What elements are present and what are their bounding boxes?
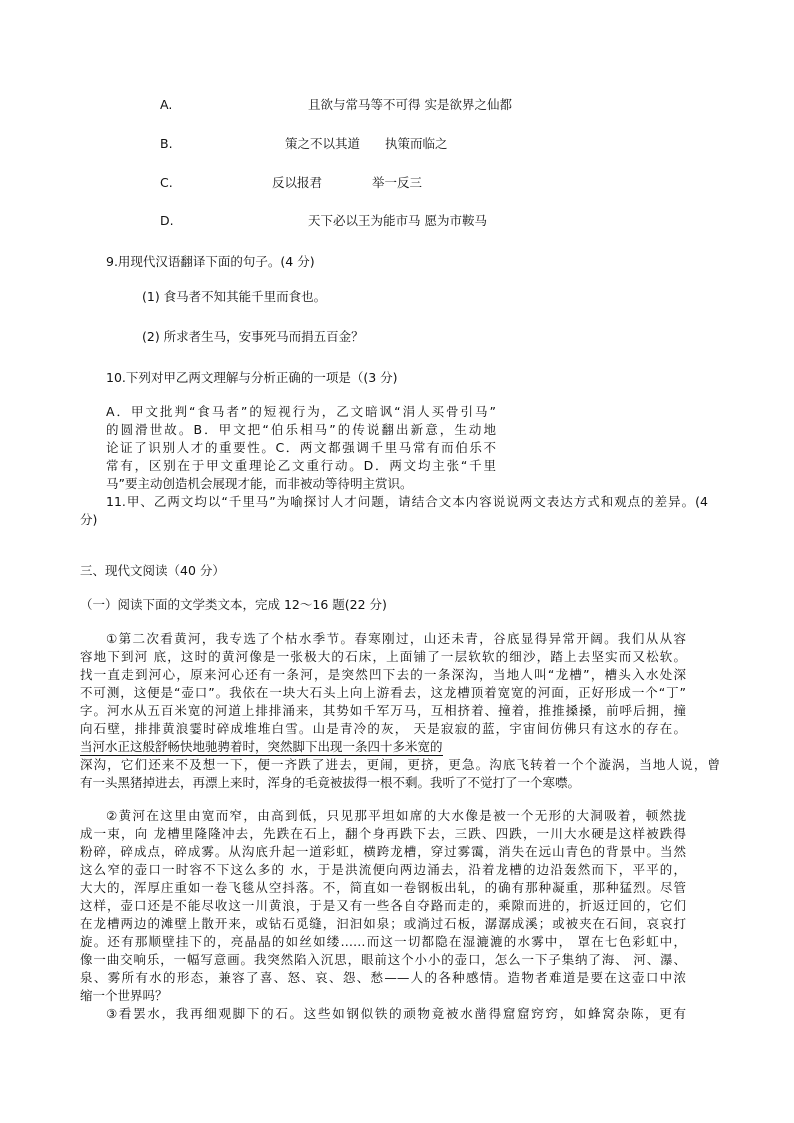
para1-underlined-sentence: 当河水正这般舒畅快地驰骋着时，突然脚下出现一条四十多米宽的 [80,739,443,754]
q11-line-2: 分) [80,512,98,527]
para2-line-6: 这样，壶口还是不能尽收这一川黄浪，于是又有一些各自夺路而走的，乘隙而进的，折返迂回的，它们 [80,898,686,913]
para1-line-8: 深沟，它们还来不及想一下，便一齐跌了进去，更闹，更挤，更急。沟底飞转着一个个漩涡，当地人说，曾 [80,757,720,772]
q10-line-2: 的圆滑世故。B．甲文把“伯乐相马”的传说翻出新意，生动地 [106,422,496,437]
para2-line-9: 像一曲交响乐，一幅写意画。我突然陷入沉思，眼前这个小小的壶口，怎么一下子集纳了海、 河、瀑、 [80,952,686,967]
q9-title: 9.用现代汉语翻译下面的句子。(4 分) [106,254,315,269]
para2-line-1: ②黄河在这里由宽而窄，由高到低，只见那平坦如席的大水像是被一个无形的大洞吸着，顿然拢 [106,808,686,823]
q10-line-3: 论证了识别人才的重要性。C．两文都强调千里马常有而伯乐不 [106,440,496,455]
q11-line-1: 11.甲、乙两文均以“千里马”为喻探讨人才问题，请结合文本内容说说两文表达方式和观点的差异。(4 [106,494,708,509]
option-b-text: 策之不以其道 执策而临之 [285,136,448,151]
para2-line-3: 粉碎，碎成点，碎成雾。从沟底升起一道彩虹，横跨龙槽，穿过雾霭，消失在远山青色的背景中。当然 [80,844,686,859]
para1-line-4: 不可测，这便是“壶口”。我依在一块大石头上向上游看去，这龙槽顶着宽宽的河面，正好形成一个“丁” [80,685,686,700]
q10-title: 10.下列对甲乙两文理解与分析正确的一项是（(3 分) [106,370,398,385]
option-a-text: 且欲与常马等不可得 实是欲界之仙都 [308,97,512,112]
para1-line-3: 找一直走到河心，原来河心还有一条河，是突然凹下去的一条深沟，当地人叫“龙槽”，槽头入水处深 [80,667,686,682]
para2-line-2: 成一束，向 龙槽里隆隆冲去，先跌在石上，翻个身再跌下去，三跌、四跌，一川大水硬是这样被跌得 [80,826,686,841]
q10-line-4: 常有，区别在于甲文重理论乙文重行动。D．两文均主张“千里 [106,458,496,473]
option-c-letter: C. [160,175,173,190]
option-d-letter: D. [160,213,174,228]
para2-line-7: 在龙槽两边的滩壁上散开来，或钻石觅缝，汩汩如泉；或淌过石板，潺潺成溪；或被夹在石间，哀哀打 [80,916,686,931]
para1-line-6: 向石壁，排排黄浪霎时碎成堆堆白雪。山是青冷的灰， 天是寂寂的蓝，宇宙间仿佛只有这水的存在。 [80,721,686,736]
para2-line-8: 旋。还有那顺壁挂下的，亮晶晶的如丝如缕……而这一切都隐在湿漉漉的水雾中， 罩在七色彩虹中， [80,934,686,949]
para2-line-10: 泉、雾所有水的形态，兼容了喜、怒、哀、怨、愁——人的各种感情。造物者难道是要在这壶口中浓 [80,970,686,985]
section-heading: 三、现代文阅读（40 分） [80,563,225,578]
para1-line-2: 容地下到河 底，这时的黄河像是一张极大的石床，上面铺了一层软软的细沙，踏上去坚实而又松软。 [80,649,686,664]
option-c-text: 反以报君 举一反三 [272,175,423,190]
option-d-text: 天下必以王为能市马 愿为市鞍马 [308,213,487,228]
option-b-letter: B. [160,136,173,151]
para1-line-1: ①第二次看黄河，我专选了个枯水季节。春寒刚过，山还未青，谷底显得异常开阔。我们从从容 [106,631,686,646]
para2-line-11: 缩一个世界吗？ [80,988,168,1003]
q10-line-1: A．甲文批判“食马者”的短视行为，乙文暗讽“涓人买骨引马” [106,404,496,419]
para1-line-9: 有一头黑猪掉进去，再漂上来时，浑身的毛竟被拔得一根不剩。我听了不觉打了一个寒噤。 [80,775,581,790]
para3-line-1: ③看罢水，我再细观脚下的石。这些如钢似铁的顽物竟被水凿得窟窟窍窍，如蜂窝杂陈，更有 [106,1006,686,1021]
option-a-letter: A. [160,97,173,112]
q9-sentence-2: (2) 所求者生马，安事死马而捐五百金？ [142,329,364,344]
para2-line-5: 大大的，浑厚庄重如一卷飞毯从空抖落。不，简直如一卷钢板出轧，的确有那种凝重，那种猛烈。尽管 [80,880,686,895]
para1-line-5: 字。河水从五百米宽的河道上排排涌来，其势如千军万马，互相挤着、撞着，推推搡搡，前呼后拥，撞 [80,703,686,718]
para2-line-4: 这么窄的壶口一时容不下这么多的 水，于是洪流便向两边涌去，沿着龙槽的边沿轰然而下，平平的， [80,862,686,877]
section-subheading: （一）阅读下面的文学类文本，完成 12～16 题(22 分) [80,597,387,612]
q9-sentence-1: (1) 食马者不知其能千里而食也。 [142,289,327,304]
q10-line-5: 马”要主动创造机会展现才能，而非被动等待明主赏识。 [106,476,413,491]
